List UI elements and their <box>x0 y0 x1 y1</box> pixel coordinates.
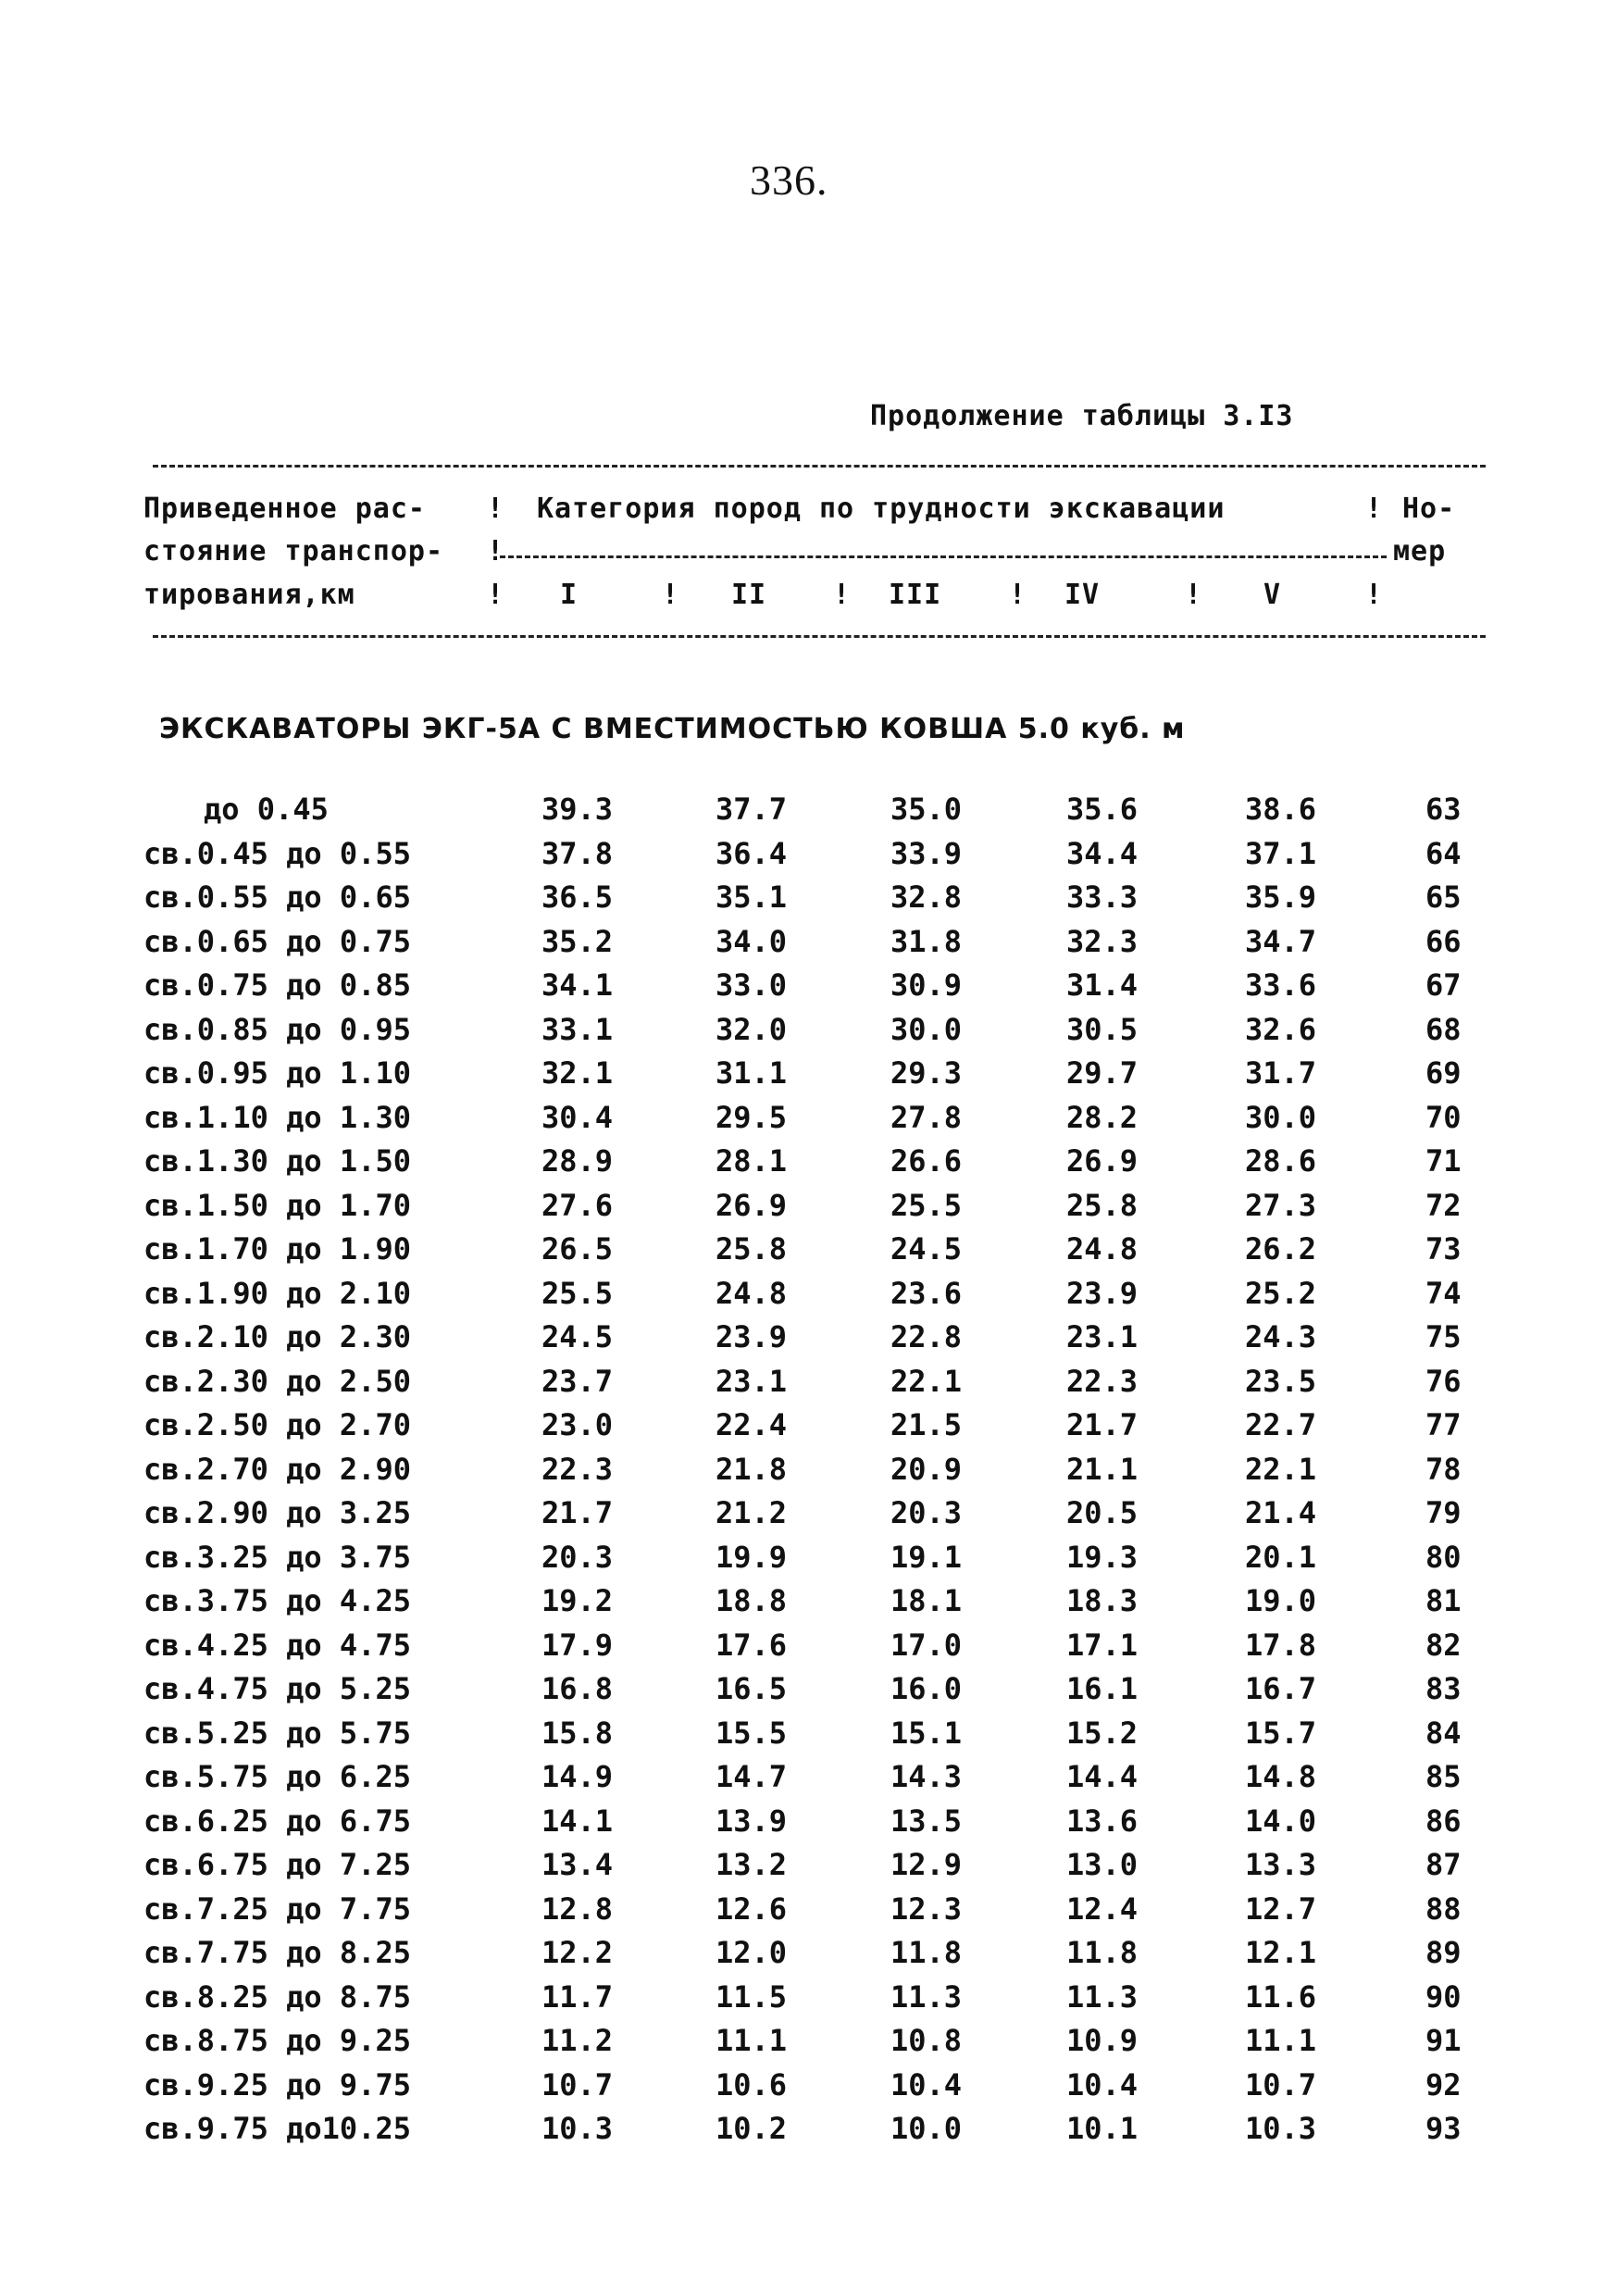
value-cell-category-4: 10.9 <box>1066 2023 1139 2058</box>
header-distance-line1: Приведенное рас- <box>143 493 426 525</box>
value-cell-category-2: 13.9 <box>716 1803 788 1839</box>
value-cell-category-5: 10.7 <box>1245 2066 1317 2103</box>
table-row <box>0 2067 1618 2112</box>
value-cell-category-2: 12.6 <box>716 1890 788 1927</box>
value-cell-category-1: 30.4 <box>541 1099 614 1135</box>
distance-cell: св.1.70 до 1.90 <box>143 1231 411 1267</box>
value-cell-category-1: 20.3 <box>541 1539 614 1575</box>
value-cell-category-4: 16.1 <box>1066 1671 1139 1706</box>
value-cell-category-5: 10.3 <box>1245 2111 1317 2146</box>
value-cell-category-5: 27.3 <box>1245 1187 1317 1223</box>
value-cell-category-4: 23.1 <box>1066 1319 1139 1354</box>
value-cell-category-2: 16.5 <box>716 1671 788 1706</box>
value-cell-category-1: 33.1 <box>541 1011 614 1047</box>
value-cell-category-1: 14.1 <box>541 1803 614 1839</box>
value-cell-category-3: 10.0 <box>890 2111 963 2146</box>
distance-cell: св.0.65 до 0.75 <box>143 923 411 959</box>
value-cell-category-3: 35.0 <box>890 792 963 827</box>
header-number-line1: Но- <box>1402 493 1456 525</box>
value-cell-category-2: 17.6 <box>716 1627 788 1663</box>
table-row <box>0 1540 1618 1584</box>
value-cell-category-3: 32.8 <box>890 880 963 915</box>
table-continuation-label: Продолжение таблицы 3.I3 <box>870 400 1294 432</box>
value-cell-category-3: 17.0 <box>890 1627 963 1663</box>
value-cell-category-5: 24.3 <box>1245 1319 1317 1354</box>
distance-cell: св.2.70 до 2.90 <box>143 1451 411 1487</box>
distance-cell: св.5.25 до 5.75 <box>143 1715 411 1751</box>
table-row <box>0 967 1618 1012</box>
distance-cell: св.5.75 до 6.25 <box>143 1759 411 1794</box>
value-cell-category-3: 31.8 <box>890 923 963 959</box>
value-cell-category-1: 22.3 <box>541 1451 614 1487</box>
value-cell-category-2: 23.1 <box>716 1363 788 1399</box>
value-cell-category-3: 27.8 <box>890 1099 963 1135</box>
value-cell-category-1: 19.2 <box>541 1583 614 1618</box>
table-row <box>0 1231 1618 1276</box>
value-cell-category-4: 33.3 <box>1066 880 1139 915</box>
value-cell-category-2: 10.6 <box>716 2066 788 2103</box>
value-cell-category-3: 20.3 <box>890 1495 963 1530</box>
row-number-cell: 69 <box>1425 1055 1462 1091</box>
header-separator: ! <box>487 579 504 611</box>
value-cell-category-4: 34.4 <box>1066 835 1139 871</box>
value-cell-category-4: 10.4 <box>1066 2066 1139 2103</box>
table-row <box>0 1188 1618 1232</box>
header-separator: ! <box>662 579 679 611</box>
top-rule <box>153 465 1486 468</box>
row-number-cell: 83 <box>1425 1671 1462 1706</box>
table-row <box>0 1495 1618 1540</box>
table-row <box>0 1979 1618 2024</box>
value-cell-category-3: 11.3 <box>890 1978 963 2015</box>
table-row <box>0 792 1618 836</box>
value-cell-category-3: 22.8 <box>890 1319 963 1354</box>
value-cell-category-5: 11.1 <box>1245 2023 1317 2058</box>
row-number-cell: 88 <box>1425 1890 1462 1927</box>
row-number-cell: 75 <box>1425 1319 1462 1354</box>
header-distance-line3: тирования,км <box>143 579 355 611</box>
row-number-cell: 90 <box>1425 1978 1462 2015</box>
value-cell-category-1: 17.9 <box>541 1627 614 1663</box>
distance-cell: св.9.75 до10.25 <box>143 2111 411 2146</box>
distance-cell: св.3.25 до 3.75 <box>143 1539 411 1575</box>
value-cell-category-1: 25.5 <box>541 1275 614 1311</box>
value-cell-category-5: 21.4 <box>1245 1495 1317 1530</box>
table-row <box>0 1671 1618 1716</box>
row-number-cell: 79 <box>1425 1495 1462 1530</box>
distance-cell: св.1.10 до 1.30 <box>143 1099 411 1135</box>
value-cell-category-2: 33.0 <box>716 967 788 1003</box>
distance-cell: св.4.25 до 4.75 <box>143 1627 411 1663</box>
value-cell-category-1: 28.9 <box>541 1143 614 1179</box>
value-cell-category-5: 12.1 <box>1245 1935 1317 1970</box>
value-cell-category-5: 34.7 <box>1245 923 1317 959</box>
value-cell-category-3: 14.3 <box>890 1759 963 1794</box>
row-number-cell: 63 <box>1425 792 1462 827</box>
value-cell-category-4: 13.6 <box>1066 1803 1139 1839</box>
value-cell-category-4: 12.4 <box>1066 1890 1139 1927</box>
distance-cell: св.1.30 до 1.50 <box>143 1143 411 1179</box>
row-number-cell: 84 <box>1425 1715 1462 1751</box>
distance-cell: св.0.55 до 0.65 <box>143 880 411 915</box>
distance-cell: св.6.25 до 6.75 <box>143 1803 411 1839</box>
distance-cell: св.8.25 до 8.75 <box>143 1978 411 2015</box>
distance-cell: св.2.30 до 2.50 <box>143 1363 411 1399</box>
value-cell-category-4: 22.3 <box>1066 1363 1139 1399</box>
value-cell-category-1: 21.7 <box>541 1495 614 1530</box>
section-title: ЭКСКАВАТОРЫ ЭКГ-5А С ВМЕСТИМОСТЬЮ КОВША 5.0 куб. м <box>159 713 1186 745</box>
value-cell-category-5: 17.8 <box>1245 1627 1317 1663</box>
value-cell-category-5: 33.6 <box>1245 967 1317 1003</box>
table-row <box>0 1276 1618 1320</box>
value-cell-category-1: 27.6 <box>541 1187 614 1223</box>
table-row <box>0 1143 1618 1188</box>
value-cell-category-3: 24.5 <box>890 1231 963 1267</box>
value-cell-category-1: 23.0 <box>541 1407 614 1442</box>
value-cell-category-2: 15.5 <box>716 1715 788 1751</box>
table-row <box>0 1628 1618 1672</box>
distance-cell: св.1.90 до 2.10 <box>143 1275 411 1311</box>
distance-cell: св.6.75 до 7.25 <box>143 1847 411 1882</box>
row-number-cell: 72 <box>1425 1187 1462 1223</box>
value-cell-category-5: 25.2 <box>1245 1275 1317 1311</box>
distance-cell: св.9.25 до 9.75 <box>143 2066 411 2103</box>
value-cell-category-2: 23.9 <box>716 1319 788 1354</box>
row-number-cell: 73 <box>1425 1231 1462 1267</box>
value-cell-category-5: 32.6 <box>1245 1011 1317 1047</box>
header-category-title: Категория пород по трудности экскавации <box>537 493 1226 525</box>
value-cell-category-2: 35.1 <box>716 880 788 915</box>
value-cell-category-3: 26.6 <box>890 1143 963 1179</box>
value-cell-category-1: 14.9 <box>541 1759 614 1794</box>
value-cell-category-4: 19.3 <box>1066 1539 1139 1575</box>
value-cell-category-3: 16.0 <box>890 1671 963 1706</box>
value-cell-category-5: 22.7 <box>1245 1407 1317 1442</box>
value-cell-category-4: 13.0 <box>1066 1847 1139 1882</box>
row-number-cell: 89 <box>1425 1935 1462 1970</box>
table-row <box>0 2023 1618 2067</box>
table-row <box>0 2111 1618 2155</box>
header-separator: ! <box>1365 579 1383 611</box>
value-cell-category-4: 21.7 <box>1066 1407 1139 1442</box>
value-cell-category-1: 36.5 <box>541 880 614 915</box>
value-cell-category-4: 23.9 <box>1066 1275 1139 1311</box>
value-cell-category-5: 37.1 <box>1245 835 1317 871</box>
header-distance-line2: стояние транспор- <box>143 535 444 568</box>
row-number-cell: 76 <box>1425 1363 1462 1399</box>
value-cell-category-3: 12.9 <box>890 1847 963 1882</box>
distance-cell: св.1.50 до 1.70 <box>143 1187 411 1223</box>
value-cell-category-5: 23.5 <box>1245 1363 1317 1399</box>
table-row <box>0 1716 1618 1760</box>
value-cell-category-2: 32.0 <box>716 1011 788 1047</box>
row-number-cell: 77 <box>1425 1407 1462 1442</box>
value-cell-category-2: 28.1 <box>716 1143 788 1179</box>
row-number-cell: 82 <box>1425 1627 1462 1663</box>
value-cell-category-3: 25.5 <box>890 1187 963 1223</box>
value-cell-category-5: 31.7 <box>1245 1055 1317 1091</box>
value-cell-category-4: 14.4 <box>1066 1759 1139 1794</box>
header-number-line2: мер <box>1393 535 1447 568</box>
distance-cell: св.8.75 до 9.25 <box>143 2023 411 2058</box>
value-cell-category-4: 31.4 <box>1066 967 1139 1003</box>
value-cell-category-5: 28.6 <box>1245 1143 1317 1179</box>
table-row <box>0 1364 1618 1408</box>
value-cell-category-4: 25.8 <box>1066 1187 1139 1223</box>
distance-cell: св.2.10 до 2.30 <box>143 1319 411 1354</box>
value-cell-category-5: 38.6 <box>1245 792 1317 827</box>
value-cell-category-2: 36.4 <box>716 835 788 871</box>
row-number-cell: 71 <box>1425 1143 1462 1179</box>
value-cell-category-5: 15.7 <box>1245 1715 1317 1751</box>
row-number-cell: 81 <box>1425 1583 1462 1618</box>
table-body <box>0 792 1618 2155</box>
value-cell-category-1: 26.5 <box>541 1231 614 1267</box>
value-cell-category-2: 37.7 <box>716 792 788 827</box>
header-separator: ! <box>1365 493 1383 525</box>
value-cell-category-5: 16.7 <box>1245 1671 1317 1706</box>
value-cell-category-2: 26.9 <box>716 1187 788 1223</box>
value-cell-category-5: 12.7 <box>1245 1890 1317 1927</box>
value-cell-category-2: 25.8 <box>716 1231 788 1267</box>
header-separator: ! <box>1185 579 1202 611</box>
value-cell-category-1: 24.5 <box>541 1319 614 1354</box>
distance-cell: св.0.45 до 0.55 <box>143 835 411 871</box>
value-cell-category-2: 34.0 <box>716 923 788 959</box>
value-cell-category-1: 12.8 <box>541 1890 614 1927</box>
table-row <box>0 1935 1618 1979</box>
value-cell-category-5: 11.6 <box>1245 1978 1317 2015</box>
value-cell-category-4: 18.3 <box>1066 1583 1139 1618</box>
value-cell-category-3: 10.8 <box>890 2023 963 2058</box>
table-row <box>0 836 1618 880</box>
value-cell-category-1: 35.2 <box>541 923 614 959</box>
value-cell-category-1: 10.7 <box>541 2066 614 2103</box>
row-number-cell: 80 <box>1425 1539 1462 1575</box>
page-number: 336. <box>750 156 828 204</box>
row-number-cell: 67 <box>1425 967 1462 1003</box>
value-cell-category-3: 13.5 <box>890 1803 963 1839</box>
row-number-cell: 64 <box>1425 835 1462 871</box>
category-IV: IV <box>1064 579 1101 611</box>
table-row <box>0 924 1618 968</box>
distance-cell: св.0.95 до 1.10 <box>143 1055 411 1091</box>
header-inner-rule <box>500 555 1387 558</box>
value-cell-category-3: 22.1 <box>890 1363 963 1399</box>
row-number-cell: 65 <box>1425 880 1462 915</box>
value-cell-category-5: 26.2 <box>1245 1231 1317 1267</box>
table-row <box>0 1847 1618 1891</box>
value-cell-category-2: 12.0 <box>716 1935 788 1970</box>
value-cell-category-4: 35.6 <box>1066 792 1139 827</box>
value-cell-category-1: 12.2 <box>541 1935 614 1970</box>
value-cell-category-5: 13.3 <box>1245 1847 1317 1882</box>
distance-cell: св.3.75 до 4.25 <box>143 1583 411 1618</box>
value-cell-category-3: 12.3 <box>890 1890 963 1927</box>
value-cell-category-2: 19.9 <box>716 1539 788 1575</box>
value-cell-category-5: 30.0 <box>1245 1099 1317 1135</box>
table-row <box>0 1319 1618 1364</box>
row-number-cell: 92 <box>1425 2066 1462 2103</box>
header-bottom-rule <box>153 635 1486 638</box>
value-cell-category-3: 33.9 <box>890 835 963 871</box>
value-cell-category-4: 30.5 <box>1066 1011 1139 1047</box>
value-cell-category-2: 11.5 <box>716 1978 788 2015</box>
row-number-cell: 78 <box>1425 1451 1462 1487</box>
header-separator: ! <box>833 579 851 611</box>
value-cell-category-5: 22.1 <box>1245 1451 1317 1487</box>
value-cell-category-5: 19.0 <box>1245 1583 1317 1618</box>
distance-cell: св.0.75 до 0.85 <box>143 967 411 1003</box>
value-cell-category-4: 26.9 <box>1066 1143 1139 1179</box>
value-cell-category-1: 39.3 <box>541 792 614 827</box>
value-cell-category-2: 24.8 <box>716 1275 788 1311</box>
value-cell-category-1: 23.7 <box>541 1363 614 1399</box>
distance-cell: св.2.90 до 3.25 <box>143 1495 411 1530</box>
value-cell-category-3: 21.5 <box>890 1407 963 1442</box>
category-I: I <box>560 579 579 611</box>
value-cell-category-1: 11.7 <box>541 1978 614 2015</box>
value-cell-category-4: 10.1 <box>1066 2111 1139 2146</box>
distance-cell: до 0.45 <box>204 792 329 827</box>
value-cell-category-2: 22.4 <box>716 1407 788 1442</box>
row-number-cell: 68 <box>1425 1011 1462 1047</box>
table-row <box>0 1759 1618 1803</box>
value-cell-category-2: 31.1 <box>716 1055 788 1091</box>
value-cell-category-4: 21.1 <box>1066 1451 1139 1487</box>
value-cell-category-4: 11.3 <box>1066 1978 1139 2015</box>
row-number-cell: 66 <box>1425 923 1462 959</box>
value-cell-category-2: 21.8 <box>716 1451 788 1487</box>
value-cell-category-3: 11.8 <box>890 1935 963 1970</box>
row-number-cell: 85 <box>1425 1759 1462 1794</box>
value-cell-category-3: 29.3 <box>890 1055 963 1091</box>
value-cell-category-5: 35.9 <box>1245 880 1317 915</box>
row-number-cell: 87 <box>1425 1847 1462 1882</box>
value-cell-category-1: 10.3 <box>541 2111 614 2146</box>
category-V: V <box>1263 579 1282 611</box>
value-cell-category-4: 15.2 <box>1066 1715 1139 1751</box>
value-cell-category-5: 14.8 <box>1245 1759 1317 1794</box>
value-cell-category-2: 18.8 <box>716 1583 788 1618</box>
row-number-cell: 74 <box>1425 1275 1462 1311</box>
value-cell-category-1: 15.8 <box>541 1715 614 1751</box>
value-cell-category-5: 14.0 <box>1245 1803 1317 1839</box>
value-cell-category-4: 11.8 <box>1066 1935 1139 1970</box>
value-cell-category-1: 11.2 <box>541 2023 614 2058</box>
value-cell-category-4: 32.3 <box>1066 923 1139 959</box>
table-row <box>0 1407 1618 1452</box>
value-cell-category-2: 10.2 <box>716 2111 788 2146</box>
value-cell-category-3: 10.4 <box>890 2066 963 2103</box>
header-separator: ! <box>487 535 504 568</box>
value-cell-category-1: 13.4 <box>541 1847 614 1882</box>
distance-cell: св.7.75 до 8.25 <box>143 1935 411 1970</box>
value-cell-category-1: 32.1 <box>541 1055 614 1091</box>
value-cell-category-2: 29.5 <box>716 1099 788 1135</box>
row-number-cell: 91 <box>1425 2023 1462 2058</box>
value-cell-category-3: 30.9 <box>890 967 963 1003</box>
value-cell-category-4: 17.1 <box>1066 1627 1139 1663</box>
value-cell-category-3: 18.1 <box>890 1583 963 1618</box>
table-row <box>0 1100 1618 1144</box>
table-row <box>0 1583 1618 1628</box>
table-row <box>0 1452 1618 1496</box>
distance-cell: св.2.50 до 2.70 <box>143 1407 411 1442</box>
table-row <box>0 880 1618 924</box>
value-cell-category-3: 15.1 <box>890 1715 963 1751</box>
header-separator: ! <box>1009 579 1027 611</box>
value-cell-category-5: 20.1 <box>1245 1539 1317 1575</box>
value-cell-category-4: 28.2 <box>1066 1099 1139 1135</box>
row-number-cell: 86 <box>1425 1803 1462 1839</box>
value-cell-category-2: 21.2 <box>716 1495 788 1530</box>
row-number-cell: 70 <box>1425 1099 1462 1135</box>
category-III: III <box>889 579 942 611</box>
value-cell-category-4: 29.7 <box>1066 1055 1139 1091</box>
table-row <box>0 1803 1618 1848</box>
value-cell-category-3: 19.1 <box>890 1539 963 1575</box>
value-cell-category-1: 34.1 <box>541 967 614 1003</box>
distance-cell: св.4.75 до 5.25 <box>143 1671 411 1706</box>
distance-cell: св.0.85 до 0.95 <box>143 1011 411 1047</box>
value-cell-category-3: 23.6 <box>890 1275 963 1311</box>
value-cell-category-2: 14.7 <box>716 1759 788 1794</box>
distance-cell: св.7.25 до 7.75 <box>143 1890 411 1927</box>
category-II: II <box>731 579 767 611</box>
header-separator: ! <box>487 493 504 525</box>
value-cell-category-1: 16.8 <box>541 1671 614 1706</box>
table-row <box>0 1055 1618 1100</box>
value-cell-category-4: 24.8 <box>1066 1231 1139 1267</box>
table-row <box>0 1012 1618 1056</box>
value-cell-category-2: 13.2 <box>716 1847 788 1882</box>
table-row <box>0 1891 1618 1936</box>
value-cell-category-3: 30.0 <box>890 1011 963 1047</box>
value-cell-category-1: 37.8 <box>541 835 614 871</box>
row-number-cell: 93 <box>1425 2111 1462 2146</box>
value-cell-category-3: 20.9 <box>890 1451 963 1487</box>
value-cell-category-2: 11.1 <box>716 2023 788 2058</box>
value-cell-category-4: 20.5 <box>1066 1495 1139 1530</box>
